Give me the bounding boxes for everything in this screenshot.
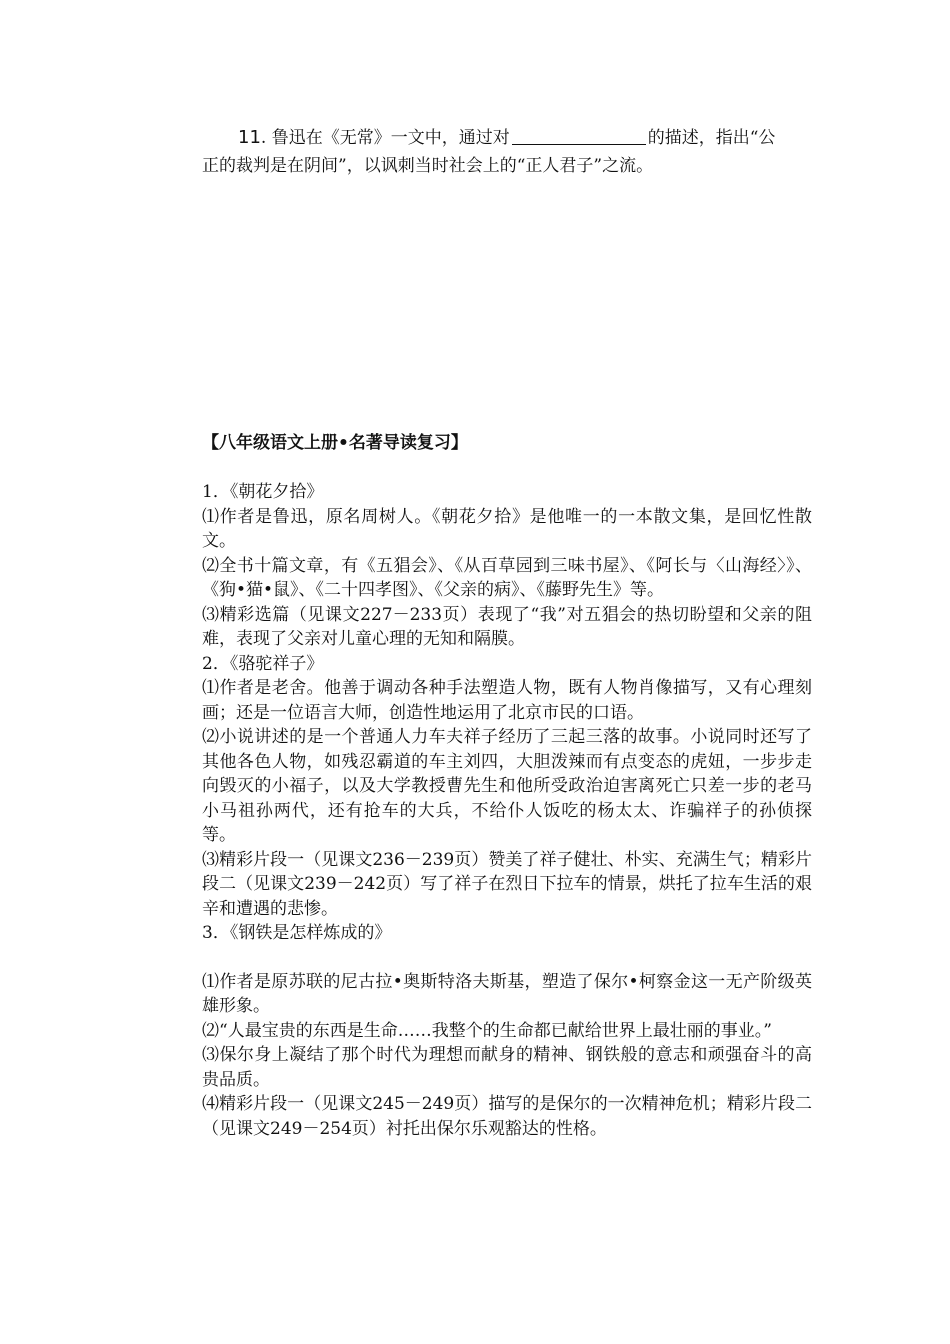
book-heading-3: 3．《钢铁是怎样炼成的》: [202, 923, 392, 943]
question-11-line-2: 正的裁判是在阴间”，以讽刺当时社会上的“正人君子”之流。: [202, 156, 654, 176]
question-11-line-1: [202, 124, 810, 152]
book-2-item-2: ⑵小说讲述的是一个普通人力车夫祥子经历了三起三落的故事。小说同时还写了其他各色人物，如残忍霸道的车主刘四，大胆泼辣而有点变态的虎妞，一步步走向毁灭的小福子，以及大学教授曹先生和他所受政治迫害离死亡只差一步的老马小马祖孙两代，还有抢车的大兵，不给仆人饭吃的杨太太、诈骗祥子的孙侦探等。: [202, 727, 812, 845]
book-1-item-3: ⑶精彩选篇（见课文227－233页）表现了“我”对五猖会的热切盼望和父亲的阻难，表现了父亲对儿童心理的无知和隔膜。: [202, 604, 812, 649]
book-2-item-1: ⑴作者是老舍。他善于调动各种手法塑造人物，既有人物肖像描写，又有心理刻画；还是一位语言大师，创造性地运用了北京市民的口语。: [202, 678, 812, 723]
book-heading-1: 1．《朝花夕拾》: [202, 482, 324, 502]
question-text-after: 的描述，指出“公: [647, 128, 776, 148]
book-1-item-1: ⑴作者是鲁迅，原名周树人。《朝花夕拾》是他唯一的一本散文集，是回忆性散文。: [202, 506, 812, 551]
section-title: 【八年级语文上册•名著导读复习】: [202, 433, 468, 453]
question-11: [202, 124, 810, 180]
review-section: [202, 430, 812, 1141]
book-heading-2: 2．《骆驼祥子》: [202, 653, 324, 674]
book-3-item-1: ⑴作者是原苏联的尼古拉•奥斯特洛夫斯基，塑造了保尔•柯察金这一无产阶级英雄形象。: [202, 971, 812, 1016]
question-text-before: . 鲁迅在《无常》一文中，通过对: [260, 128, 510, 148]
book-3-item-4: ⑷精彩片段一（见课文245－249页）描写的是保尔的一次精神危机；精彩片段二（见课文249－254页）衬托出保尔乐观豁达的性格。: [202, 1094, 812, 1139]
book-1-item-2: ⑵全书十篇文章，有《五猖会》、《从百草园到三味书屋》、《阿长与〈山海经〉》、《狗•猫•鼠》、《二十四孝图》、《父亲的病》、《藤野先生》等。: [202, 555, 812, 600]
blank-line: [202, 946, 812, 970]
book-3-item-3: ⑶保尔身上凝结了那个时代为理想而献身的精神、钢铁般的意志和顽强奋斗的高贵品质。: [202, 1045, 812, 1090]
question-number: 11: [238, 127, 261, 148]
book-2-item-3: ⑶精彩片段一（见课文236－239页）赞美了祥子健壮、朴实、充满生气；精彩片段二（见课文239－242页）写了祥子在烈日下拉车的情景，烘托了拉车生活的艰辛和遭遇的悲惨。: [202, 849, 812, 919]
book-3-item-2: ⑵“人最宝贵的东西是生命……我整个的生命都已献给世界上最壮丽的事业。”: [202, 1020, 772, 1041]
answer-blank[interactable]: [512, 126, 646, 145]
